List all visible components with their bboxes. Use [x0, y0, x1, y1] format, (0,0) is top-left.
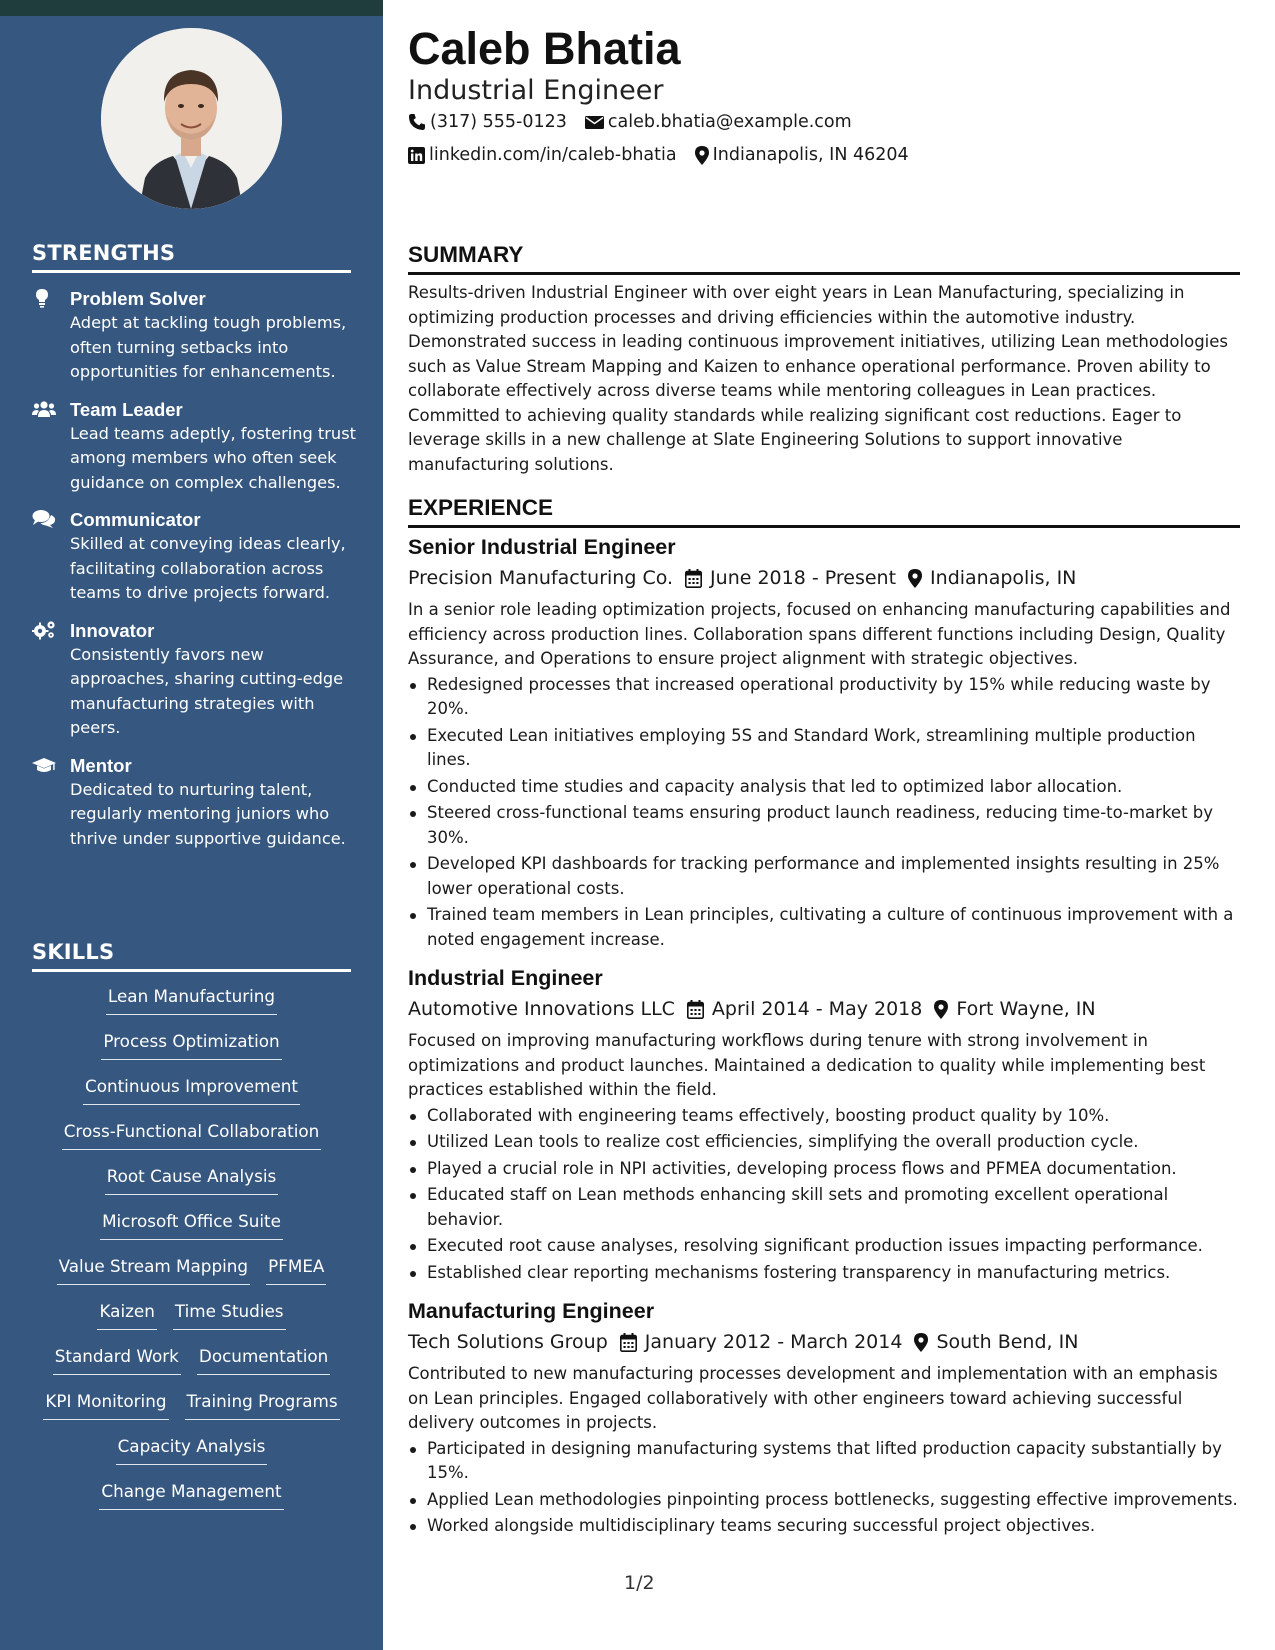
profile-photo	[101, 28, 282, 209]
skill-tag: PFMEA	[266, 1255, 326, 1285]
skill-tag: Standard Work	[53, 1345, 181, 1375]
bullet-item: Executed root cause analyses, resolving significant production issues impacting performance.	[408, 1234, 1240, 1259]
strengths-list	[32, 287, 362, 864]
summary-heading: SUMMARY	[408, 241, 1240, 275]
skill-row	[32, 1345, 351, 1390]
strength-item	[32, 287, 362, 385]
skill-row	[32, 1165, 351, 1210]
skill-tag: Training Programs	[185, 1390, 340, 1420]
job-entry	[408, 1297, 1240, 1539]
job-bullets	[408, 673, 1240, 953]
bullet-item: Collaborated with engineering teams effectively, boosting product quality by 10%.	[408, 1104, 1240, 1129]
linkedin-contact[interactable]	[408, 145, 677, 165]
bullet-item: Established clear reporting mechanisms fostering transparency in manufacturing metrics.	[408, 1261, 1240, 1286]
sidebar	[0, 0, 383, 1650]
location-text: Indianapolis, IN 46204	[712, 145, 909, 165]
envelope-icon	[585, 115, 604, 130]
skill-tag: Change Management	[99, 1480, 283, 1510]
job-dates-text: January 2012 - March 2014	[644, 1331, 903, 1353]
strength-title: Mentor	[70, 754, 132, 776]
skill-row	[32, 1210, 351, 1255]
linkedin-icon	[408, 147, 425, 164]
graduation-cap-icon	[32, 755, 56, 775]
email-text: caleb.bhatia@example.com	[607, 112, 852, 132]
job-dates	[620, 1328, 903, 1356]
contact-row	[408, 145, 927, 165]
candidate-name: Caleb Bhatia	[408, 23, 681, 74]
strength-item	[32, 619, 362, 741]
skill-tag: Kaizen	[97, 1300, 156, 1330]
job-location-text: Fort Wayne, IN	[956, 998, 1096, 1020]
job-dates	[685, 564, 896, 592]
experience-list	[408, 533, 1240, 1551]
sidebar-top-bar	[0, 0, 383, 16]
map-pin-icon	[695, 146, 709, 165]
job-meta	[408, 564, 1240, 592]
calendar-icon	[687, 1000, 704, 1019]
bullet-item: Utilized Lean tools to realize cost efficiencies, simplifying the overall production cycle.	[408, 1130, 1240, 1155]
skill-tag: KPI Monitoring	[43, 1390, 168, 1420]
skill-row	[32, 1300, 351, 1345]
skill-tag: Capacity Analysis	[116, 1435, 268, 1465]
skill-tag: Value Stream Mapping	[57, 1255, 251, 1285]
skill-row	[32, 985, 351, 1030]
phone-contact[interactable]	[408, 112, 567, 132]
bullet-item: Conducted time studies and capacity analysis that led to optimized labor allocation.	[408, 775, 1240, 800]
strength-description: Consistently favors new approaches, sharing cutting-edge manufacturing strategies with peers.	[70, 644, 344, 737]
skill-tag: Documentation	[197, 1345, 330, 1375]
company: Tech Solutions Group	[408, 1331, 608, 1353]
job-entry	[408, 964, 1240, 1285]
strength-description: Skilled at conveying ideas clearly, facilitating collaboration across teams to drive projects forward.	[70, 534, 346, 602]
map-pin-icon	[914, 1333, 928, 1352]
job-title: Manufacturing Engineer	[408, 1299, 655, 1323]
bullet-item: Applied Lean methodologies pinpointing process bottlenecks, suggesting effective improvements.	[408, 1488, 1240, 1513]
job-bullets	[408, 1104, 1240, 1286]
strength-title: Team Leader	[70, 398, 183, 420]
job-dates	[687, 995, 922, 1023]
strength-title: Communicator	[70, 509, 201, 530]
strength-item	[32, 508, 362, 606]
company: Precision Manufacturing Co.	[408, 567, 674, 589]
skill-row	[32, 1480, 351, 1525]
phone-icon	[408, 113, 426, 131]
bullet-item: Executed Lean initiatives employing 5S and Standard Work, streamlining multiple production lines.	[408, 724, 1240, 773]
contact-row	[408, 112, 870, 132]
linkedin-text: linkedin.com/in/caleb-bhatia	[429, 145, 677, 165]
strength-description: Lead teams adeptly, fostering trust among members who often seek guidance on complex challenges.	[70, 423, 356, 492]
skill-row	[32, 1435, 351, 1480]
strengths-heading: STRENGTHS	[32, 241, 351, 273]
skill-tag: Root Cause Analysis	[105, 1165, 279, 1195]
job-title: Industrial Engineer	[408, 966, 603, 990]
job-description: Contributed to new manufacturing processes development and implementation with an emphasis on Lean principles. Engaged collaboratively with other engineers toward achieving successful delivery outcomes in projects.	[408, 1364, 1218, 1432]
skills-list	[32, 985, 351, 1525]
skill-tag: Lean Manufacturing	[106, 985, 277, 1015]
skill-row	[32, 1390, 351, 1435]
phone-text: (317) 555-0123	[430, 112, 567, 132]
skills-heading: SKILLS	[32, 940, 351, 972]
company: Automotive Innovations LLC	[408, 998, 675, 1020]
map-pin-icon	[908, 569, 922, 588]
email-contact[interactable]	[585, 112, 852, 132]
skill-row	[32, 1075, 351, 1120]
bullet-item: Steered cross-functional teams ensuring product launch readiness, reducing time-to-market by 30%.	[408, 801, 1240, 850]
job-meta	[408, 995, 1240, 1023]
job-description: In a senior role leading optimization projects, focused on enhancing manufacturing capabilities and efficiency across production lines. Collaboration spans different functions including Design, Quality Assurance, and Operations to ensure project alignment with strategic objectives.	[408, 600, 1231, 668]
strength-item	[32, 398, 362, 496]
location-contact	[695, 145, 909, 165]
users-icon	[32, 399, 56, 419]
bullet-item: Educated staff on Lean methods enhancing skill sets and promoting excellent operational behavior.	[408, 1183, 1240, 1232]
skill-tag: Cross-Functional Collaboration	[62, 1120, 322, 1150]
comments-icon	[32, 509, 56, 529]
calendar-icon	[685, 569, 702, 588]
skill-tag: Time Studies	[173, 1300, 286, 1330]
skill-tag: Process Optimization	[101, 1030, 281, 1060]
strength-description: Dedicated to nurturing talent, regularly mentoring juniors who thrive under supportive guidance.	[70, 779, 346, 848]
job-location	[914, 1328, 1078, 1356]
bullet-item: Worked alongside multidisciplinary teams securing successful project objectives.	[408, 1514, 1240, 1539]
job-dates-text: June 2018 - Present	[710, 567, 897, 589]
skill-row	[32, 1120, 351, 1165]
job-bullets	[408, 1437, 1240, 1539]
bullet-item: Participated in designing manufacturing systems that lifted production capacity substantially by 15%.	[408, 1437, 1240, 1486]
bullet-item: Developed KPI dashboards for tracking performance and implemented insights resulting in 25% lower operational costs.	[408, 852, 1240, 901]
summary-text: Results-driven Industrial Engineer with over eight years in Lean Manufacturing, specializing in optimizing production processes and driving efficiencies within the automotive industry. Demonstrated success in leading continuous improvement initiatives, utilizing Lean methodologies such as Value Stream Mapping and Kaizen to enhance operational performance. Proven ability to collaborate effectively across diverse teams while mentoring colleagues in Lean practices. Committed to achieving quality standards while realizing significant cost reductions. Eager to leverage skills in a new challenge at Slate Engineering Solutions to support innovative manufacturing solutions.	[408, 283, 1228, 474]
job-title: Senior Industrial Engineer	[408, 535, 676, 559]
job-location-text: Indianapolis, IN	[930, 567, 1077, 589]
strength-description: Adept at tackling tough problems, often turning setbacks into opportunities for enhancements.	[70, 313, 347, 381]
skill-row	[32, 1255, 351, 1300]
map-pin-icon	[934, 1000, 948, 1019]
skill-tag: Microsoft Office Suite	[100, 1210, 283, 1240]
experience-heading: EXPERIENCE	[408, 494, 1240, 528]
job-title-headline: Industrial Engineer	[408, 75, 664, 106]
strength-item	[32, 754, 362, 852]
skill-tag: Continuous Improvement	[83, 1075, 300, 1105]
job-location	[934, 995, 1095, 1023]
strength-title: Problem Solver	[70, 288, 206, 309]
strength-title: Innovator	[70, 619, 155, 641]
job-meta	[408, 1328, 1240, 1356]
bullet-item: Played a crucial role in NPI activities, developing process flows and PFMEA documentation.	[408, 1157, 1240, 1182]
bullet-item: Trained team members in Lean principles, cultivating a culture of continuous improvement with a noted engagement increase.	[408, 903, 1240, 952]
job-location	[908, 564, 1076, 592]
lightbulb-icon	[32, 288, 56, 308]
gears-icon	[32, 620, 56, 640]
page-number: 1/2	[624, 1572, 655, 1594]
job-location-text: South Bend, IN	[936, 1331, 1079, 1353]
job-dates-text: April 2014 - May 2018	[711, 998, 923, 1020]
calendar-icon	[620, 1333, 637, 1352]
job-entry	[408, 533, 1240, 952]
skill-row	[32, 1030, 351, 1075]
job-description: Focused on improving manufacturing workflows during tenure with strong involvement in optimizations and product launches. Maintained a dedication to quality while implementing best practices established within the field.	[408, 1031, 1206, 1099]
bullet-item: Redesigned processes that increased operational productivity by 15% while reducing waste by 20%.	[408, 673, 1240, 722]
